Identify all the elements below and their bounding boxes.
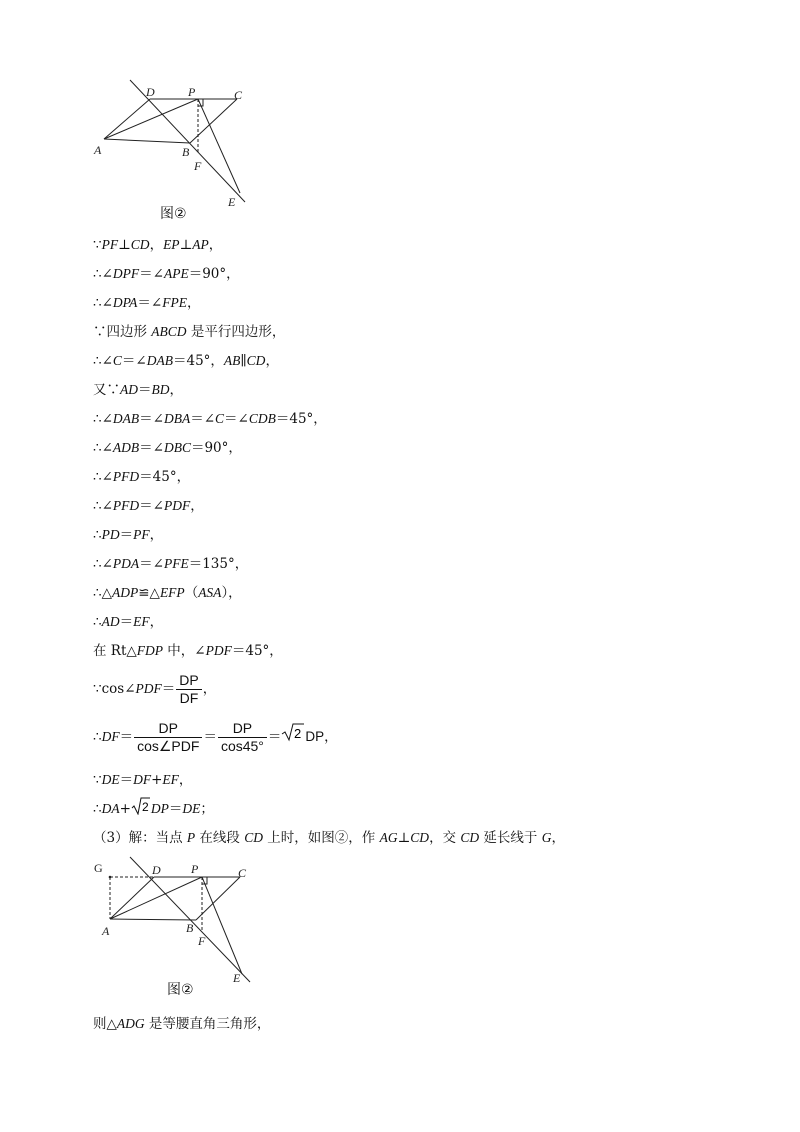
label-d: D [146, 85, 155, 99]
figure-2 [90, 852, 260, 987]
line-3: ∴∠DPA＝∠FPE， [93, 295, 201, 311]
label-b: B [182, 145, 190, 159]
fraction-dp-cos-pdf: $\frac{DP}{\text{cos∠PDF}}$ [134, 720, 202, 755]
label-a: A [102, 924, 110, 938]
line-17: ∴DF＝ $\frac{DP}{\text{cos∠PDF}}$ ＝ $\frac{DP}{\cos 45^\circ}$ ＝ 2 DP， [93, 717, 338, 758]
segment-pe [198, 99, 240, 193]
line-10: ∴∠PFD＝∠PDF， [93, 498, 204, 514]
fraction-dp-cos45: $\frac{DP}{\cos 45^\circ}$ [218, 720, 267, 755]
label-e: E [233, 971, 241, 985]
line-1: ∵PF⊥CD，EP⊥AP， [93, 237, 223, 253]
sqrt-radicand: 2 [294, 725, 302, 741]
label-p: P [191, 862, 199, 876]
segment-ad [110, 877, 154, 919]
fraction-dp-df: $\frac{DP}{DF}$ [176, 672, 201, 707]
label-e: E [228, 195, 236, 209]
segment-bc [196, 877, 240, 920]
line-12: ∴∠PDA＝∠PFE＝135°， [93, 556, 249, 572]
figure-1 [90, 75, 260, 210]
figure-2-caption: 图② [167, 982, 194, 998]
segment-ad [104, 99, 150, 139]
figure-1-caption: 图② [160, 206, 187, 222]
label-g: G [94, 861, 103, 875]
segment-bc [190, 99, 237, 143]
line-13: ∴△ADP≌△EFP（ASA）， [93, 585, 242, 601]
sqrt-radicand-2: 2 [141, 800, 149, 814]
label-f: F [194, 159, 202, 173]
line-8: ∴∠ADB＝∠DBC＝90°， [93, 440, 242, 456]
segment-ab [104, 139, 190, 143]
label-a: A [94, 143, 102, 157]
line-20: （3）解：当点 P 在线段 CD 上时，如图②，作 AG⊥CD，交 CD 延长线于 G， [93, 830, 565, 846]
label-b: B [186, 921, 194, 935]
geometry-diagram-2 [90, 852, 260, 987]
line-19: ∴DA+ 2 DP＝DE； [93, 797, 214, 822]
label-c: C [238, 866, 247, 880]
line-6: 又∵AD＝BD， [93, 382, 183, 398]
line-15: 在 Rt△FDP 中，∠PDF＝45°， [93, 643, 283, 659]
line-9: ∴∠PFD＝45°， [93, 469, 191, 485]
line-11: ∴PD＝PF， [93, 527, 164, 543]
sqrt-2-symbol-2 [131, 797, 151, 822]
sqrt-2-symbol [281, 718, 305, 758]
line-4: ∵四边形 ABCD 是平行四边形， [93, 324, 286, 340]
label-c: C [234, 88, 243, 102]
geometry-diagram-1 [90, 75, 260, 210]
segment-ap [104, 99, 198, 139]
segment-ab [110, 919, 196, 920]
segment-pe [202, 877, 242, 974]
line-7: ∴∠DAB＝∠DBA＝∠C＝∠CDB＝45°， [93, 411, 327, 427]
line-16: ∵cos∠PDF＝ $\frac{DP}{DF}$ ， [93, 672, 217, 706]
label-p: P [188, 85, 196, 99]
label-d: D [152, 863, 161, 877]
line-14: ∴AD＝EF， [93, 614, 164, 630]
line-5: ∴∠C＝∠DAB＝45°，AB∥CD， [93, 353, 279, 369]
line-2: ∴∠DPF＝∠APE＝90°， [93, 266, 240, 282]
segment-ap [110, 877, 202, 919]
point-g-dot [109, 876, 112, 879]
line-21: 则△ADG 是等腰直角三角形， [93, 1016, 271, 1032]
label-f: F [198, 934, 206, 948]
line-18: ∵DE＝DF+EF， [93, 772, 193, 788]
